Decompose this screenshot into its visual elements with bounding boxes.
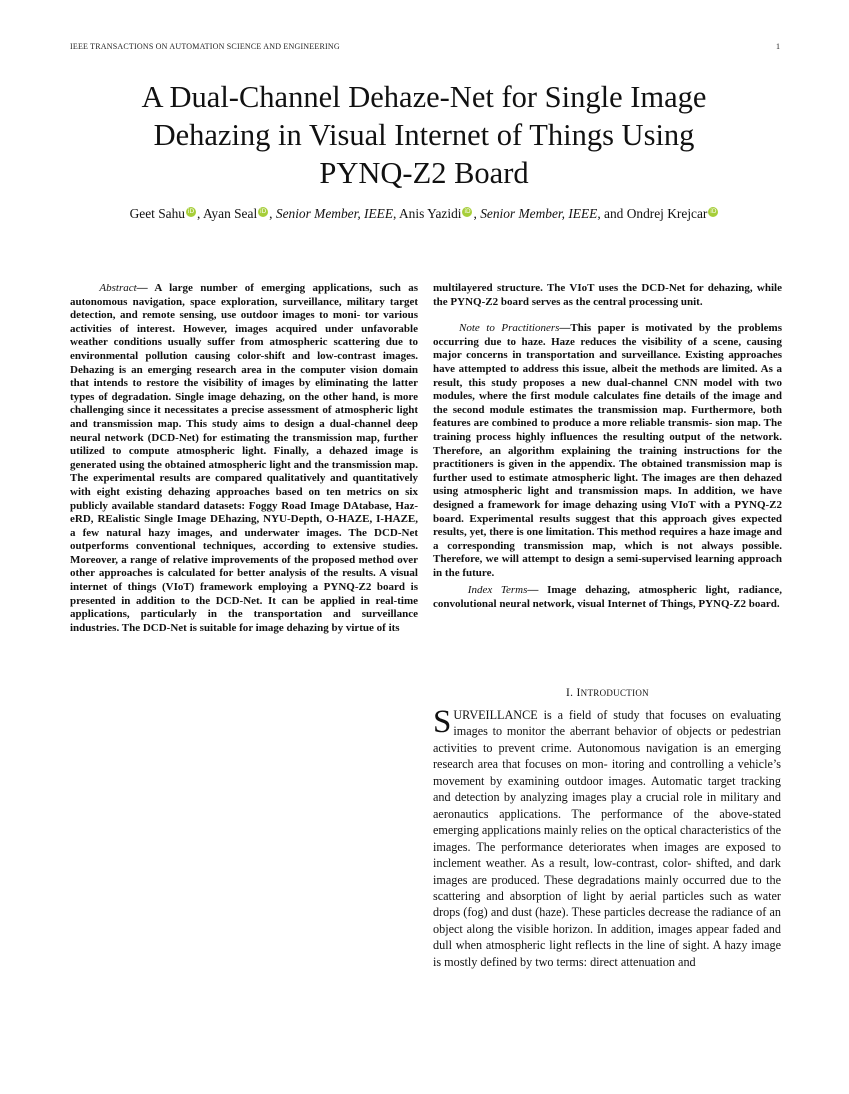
note-label: Note to Practitioners bbox=[459, 322, 560, 335]
drop-cap: S bbox=[433, 704, 452, 740]
abstract-label: Abstract bbox=[99, 282, 137, 294]
title-line: PYNQ-Z2 Board bbox=[319, 156, 529, 190]
note-paragraph bbox=[433, 322, 782, 580]
orcid-icon[interactable]: iD bbox=[464, 208, 471, 215]
section-first-letter: I bbox=[576, 687, 581, 699]
orcid-icon[interactable]: iD bbox=[710, 208, 717, 215]
intro-text: is a field of study that focuses on evaluating images to monitor the aberrant behavior of objects or pedestrian activities to prevent crime. Autonomous navigation is an emerging research area that focuses on mon- itoring and controlling a vehicle’s movement by examining outdoor images. Automatic target tracking and detection by analyzing images play a crucial role in military and aeronautics applications. The performance of the above-stated emerging applications mainly relies on the optical characteristics of the images. The performance deteriorates when images are exposed to inclement weather. As a result, low-contrast, color- shifted, and dark images are produced. These degradations mainly occurred due to the scattering and absorption of light by aerial particles such as water drops (fog) and dust (haze). These particles decrease the radiance of an object along the visible horizon. In addition, images appear faded and dull when atmospheric light reflects in the line of sight. A hazy image is mostly defined by two terms: direct attenuation and bbox=[433, 708, 781, 969]
author-name: Anis Yazidi bbox=[398, 206, 462, 221]
title-line: A Dual-Channel Dehaze-Net for Single Image bbox=[141, 80, 707, 114]
index-terms bbox=[433, 584, 782, 611]
section-heading bbox=[433, 687, 782, 699]
title-line: Dehazing in Visual Internet of Things Using bbox=[153, 118, 695, 152]
abstract-column bbox=[70, 282, 418, 635]
author-list: Geet Sahu iD , Ayan Seal iD , Senior Member, IEEE, Anis Yazidi iD , Senior Member, IEEE, and Ondrej Krejcar iD bbox=[129, 206, 717, 221]
journal-header: IEEE TRANSACTIONS ON AUTOMATION SCIENCE AND ENGINEERING bbox=[70, 42, 340, 51]
author-name: and Ondrej Krejcar bbox=[604, 206, 708, 221]
index-terms-text: — Image dehazing, atmospheric light, radiance, convolutional neural network, visual Internet of Things, PYNQ-Z2 board. bbox=[433, 584, 782, 611]
intro-lead: URVEILLANCE bbox=[453, 708, 538, 722]
orcid-icon[interactable]: iD bbox=[260, 208, 267, 215]
intro-paragraph bbox=[433, 704, 781, 970]
author-affiliation: Senior Member, IEEE bbox=[480, 206, 598, 221]
paper-title bbox=[70, 78, 778, 192]
right-column bbox=[433, 282, 782, 612]
author-name: Geet Sahu bbox=[129, 206, 186, 221]
section-title: NTRODUCTION bbox=[580, 688, 649, 698]
author-affiliation: Senior Member, IEEE bbox=[275, 206, 394, 221]
abstract-text: — A large number of emerging applications, such as autonomous navigation, space exploration, surveillance, military target detection, and remote sensing, use outdoor images to moni- tor various activities of interest. However, images acquired under unfavorable weather conditions usually suffer from atmospheric scattering due to environmental pollution causing color-shift and low-contrast images. Dehazing is an emerging research area in the computer vision domain that intends to restore the visibility of images by eliminating the latter types of degradation. Single image dehazing, on the other hand, is more challenging since it necessitates a precise assessment of atmospheric light and transmission map. This study aims to design a dual-channel deep neural network (DCD-Net) for estimating the transmission map, further utilized to compute atmospheric light. Finally, a dehazed image is generated using the obtained atmospheric light and the transmission map. The experimental results are compared qualitatively and quantitatively with eight existing dehazing approaches based on ten metrics on six publicly available standard datasets: Foggy Road Image DAtabase, Haz- eRD, REalistic Single Image DEhazing, NYU-Depth, O-HAZE, I-HAZE, a few natural hazy images, and underwater images. The DCD-Net outperforms conventional techniques, according to extensive studies. Moreover, a range of relative improvements of the proposed method over other approaches is calculated for better analysis of the results. A visual internet of things (VIoT) framework employing a PYNQ-Z2 board is presented in addition to the DCD-Net. It can be applied in real-time applications, particularly in the transportation and surveillance industries. The DCD-Net is suitable for image dehazing by virtue of its bbox=[70, 282, 418, 634]
orcid-icon[interactable]: iD bbox=[187, 208, 195, 215]
abstract-continuation: multilayered structure. The VIoT uses the DCD-Net for dehazing, while the PYNQ-Z2 board serves as the central processing unit. bbox=[433, 282, 782, 308]
note-text: —This paper is motivated by the problems occurring due to haze. Haze reduces the visibility of a scene, causing major concerns in transportation and surveillance. Existing approaches have attempted to address this issue, albeit the methods are limited. As a result, this study proposes a new dual-channel CNN model with two modules, where the first module calculates fine details of the image and the second module estimates the transmission map. Furthermore, both features are combined to produce a more reliable transmis- sion map. The training process highly influences the resulting output of the network. Therefore, an algorithm explaining the training instructions for the practitioners is given in the appendix. The obtained transmission map is further used to estimate atmospheric light. The images are then dehazed using atmospheric light and transmission maps. In addition, we have designed a framework for image dehazing using VIoT with a PYNQ-Z2 board. Experimental results suggest that this approach gives expected results, yet, there is one limitation. This method requires a haze image and a corresponding transmission map, which is not always possible. Therefore, we will attempt to design a semi-supervised learning approach in the future. bbox=[433, 322, 782, 579]
page-number: 1 bbox=[776, 42, 780, 51]
author-name: Ayan Seal bbox=[202, 206, 258, 221]
abstract-paragraph bbox=[70, 282, 418, 635]
index-terms-label: Index Terms bbox=[467, 584, 528, 597]
section-number: I. bbox=[566, 687, 574, 699]
